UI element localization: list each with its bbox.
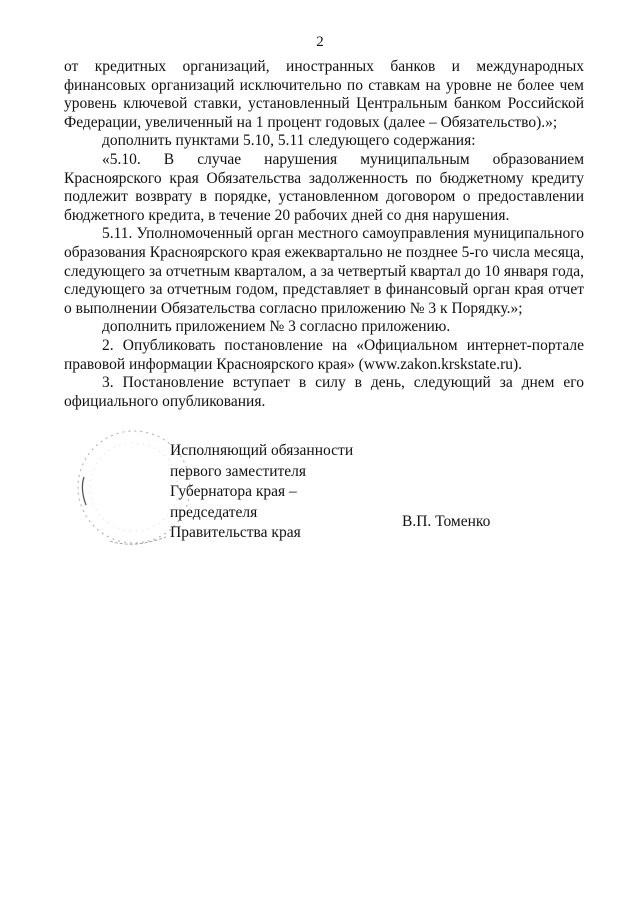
paragraph: 3. Постановление вступает в силу в день, следующий за днем его официального опубликования. xyxy=(64,374,584,410)
document-body xyxy=(64,58,584,411)
signer-title-line: первого заместителя xyxy=(170,462,307,480)
paragraph: «5.10. В случае нарушения муниципальным образованием Красноярского края Обязательства задолженность по бюджетному кредиту подлежит возврату в порядке, установленном договором о предоставлении бюджетного кредита, в течение 20 рабочих дней со дня нарушения. xyxy=(64,150,584,224)
signer-name: В.П. Томенко xyxy=(402,513,491,530)
signer-title-line: Правительства края xyxy=(170,524,301,541)
signature-block xyxy=(170,441,353,544)
page-number: 2 xyxy=(316,34,324,50)
signer-title-line: председателя xyxy=(170,503,258,521)
paragraph: от кредитных организаций, иностранных банков и международных финансовых организаций исключительно по ставкам на уровне не более чем уровень ключевой ставки, установленный Центральным банком Российской Федерации, увеличенный на 1 процент годовых (далее – Обязательство).»; xyxy=(64,58,584,131)
paragraph: 5.11. Уполномоченный орган местного самоуправления муниципального образования Красноярского края ежеквартально не позднее 5-го числа месяца, следующего за отчетным кварталом, а за четвертый квартал до 10 января года, следующего за отчетным годом, представляет в финансовый орган края отчет о выполнении Обязательства согласно приложению № 3 к Порядку.»; xyxy=(64,225,584,317)
paragraph: дополнить приложением № 3 согласно приложению. xyxy=(102,318,451,336)
signer-title-line: Исполняющий обязанности xyxy=(170,442,354,459)
paragraph: 2. Опубликовать постановление на «Официальном интернет-портале правовой информации Красноярского края» (www.zakon.krskstate.ru). xyxy=(64,336,584,373)
signer-title-line: Губернатора края – xyxy=(170,483,297,500)
paragraph: дополнить пунктами 5.10, 5.11 следующего содержания: xyxy=(102,132,476,150)
